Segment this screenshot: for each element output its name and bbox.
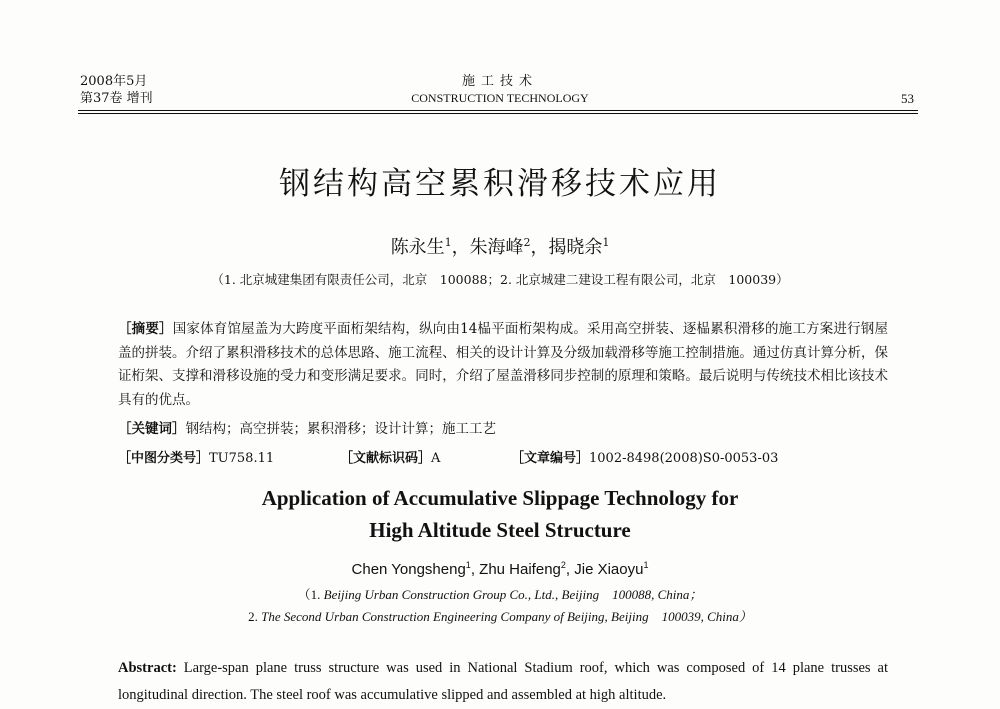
author-name: 揭晓余 [548,237,603,258]
author-affil-mark: 1 [643,560,649,570]
article-number-label: ［文章编号］ [511,451,590,466]
keywords-cn-text: 钢结构；高空拼装；累积滑移；设计计算；施工工艺 [185,421,496,437]
author-affil-mark: 2 [523,236,531,249]
issue-volume: 第37卷 增刊 [80,91,153,106]
affiliation-en-line: （1. Beijing Urban Construction Group Co., Ltd., Beijing 100088, China； [297,587,703,602]
abstract-cn [118,318,888,412]
clc-label: ［中图分类号］ [118,451,210,466]
abstract-cn-label: ［摘要］ [118,321,173,337]
document-code [340,447,440,466]
author-name: Jie Xiaoyu [574,561,644,578]
journal-name-cn: 施工技术 [461,74,538,89]
author-affil-mark: 1 [602,236,610,249]
keywords-cn [118,417,496,437]
affiliation-cn: （1. 北京城建集团有限责任公司，北京 100088；2. 北京城建二建设工程有限公司，北京 100039） [211,272,789,287]
authors-en: Chen Yongsheng$^1$, Zhu Haifeng$^2$, Jie Xiaoyu$^1$ [351,560,649,578]
journal-name [0,73,1000,107]
authors-cn: 陈永生$^1$，朱海峰$^2$，揭晓余$^1$ [390,236,610,258]
page-number: 53 [901,91,914,106]
abstract-cn-text: 国家体育馆屋盖为大跨度平面桁架结构，纵向由14榀平面桁架构成。采用高空拼装、逐榀累积滑移的施工方案进行钢屋盖的拼装。介绍了累积滑移技术的总体思路、施工流程、相关的设计计算及分级加载滑移等施工控制措施。通过仿真计算分析，保证桁架、支撑和滑移设施的受力和变形满足要求。同时，介绍了屋盖滑移同步控制的原理和策略。最后说明与传统技术相比该技术具有的优点。 [118,321,888,408]
abstract-en-label: Abstract: [118,660,177,676]
doc-code-label: ［文献标识码］ [340,451,432,466]
english-title-line: Application of Accumulative Slippage Technology for [261,486,739,510]
abstract-en [118,655,888,709]
affiliation-en-line: 2. The Second Urban Construction Engineering Company of Beijing, Beijing 100039, China） [248,609,752,624]
page-title: 钢结构高空累积滑移技术应用 [279,166,721,202]
author-affil-mark: 2 [560,560,566,570]
author-affil-mark: 1 [465,560,471,570]
author-name: 朱海峰 [469,237,524,258]
english-title-line: High Altitude Steel Structure [369,518,631,542]
keywords-cn-label: ［关键词］ [118,421,186,437]
article-number [511,447,778,466]
english-title [0,482,1000,546]
header-rule-thin [78,113,918,114]
article-number-value: 1002-8498(2008)S0-0053-03 [589,451,779,466]
author-affil-mark: 1 [444,236,452,249]
affiliation-en [0,584,1000,628]
clc-value: TU758.11 [209,451,275,466]
issue-date: 2008年5月 [80,74,148,89]
abstract-en-text: Large-span plane truss structure was used in National Stadium roof, which was composed of 14 plane trusses at longitudinal direction. The steel roof was accumulative slipped and assembled at high altitude. [118,660,889,703]
clc-number [118,447,274,466]
doc-code-value: A [431,451,441,466]
author-name: Zhu Haifeng [479,561,561,578]
header-rule-thick [78,110,918,111]
author-name: Chen Yongsheng [351,561,466,578]
author-name: 陈永生 [390,237,445,258]
journal-name-en: CONSTRUCTION TECHNOLOGY [411,91,589,105]
